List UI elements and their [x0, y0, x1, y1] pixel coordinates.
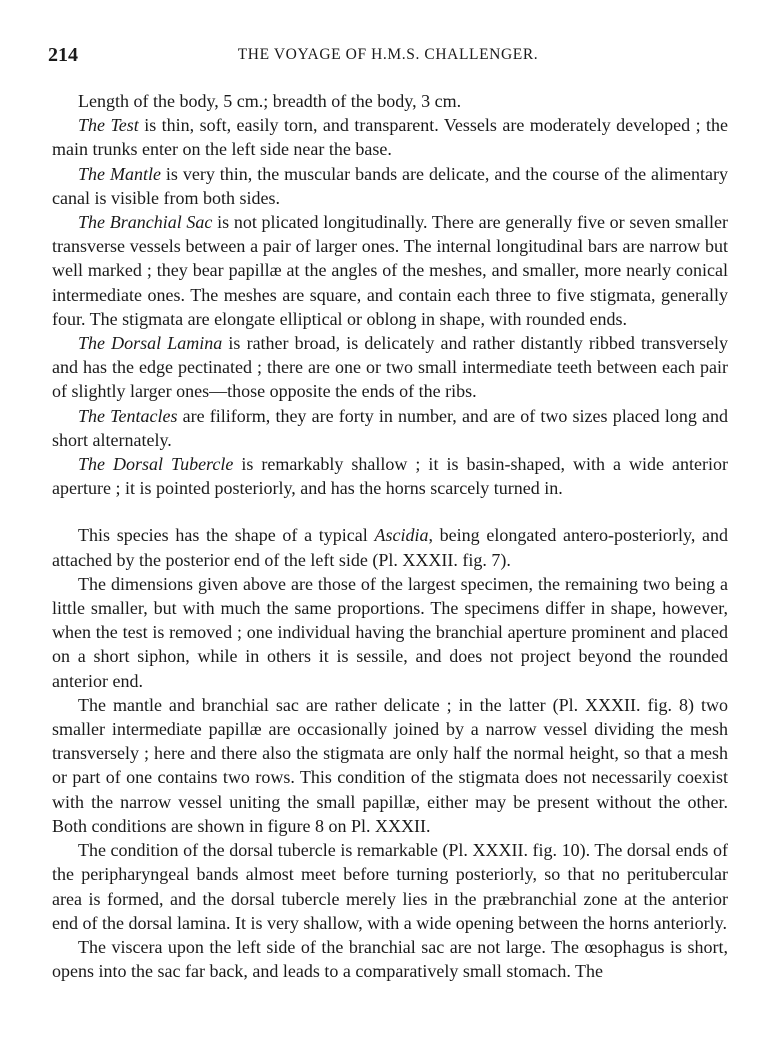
section-heading: The Branchial Sac: [78, 212, 213, 233]
paragraph-text: are filiform, they are forty in number, and are of two sizes placed long and short alternately.: [52, 405, 728, 450]
section-heading: The Tentacles: [78, 405, 178, 426]
paragraph-text: Length of the body, 5 cm.; breadth of the body, 3 cm.: [78, 91, 462, 111]
running-title: THE VOYAGE OF H.M.S. CHALLENGER.: [237, 46, 539, 63]
paragraph-text: is remarkably shallow ; it is basin-shaped, with a wide anterior aperture ; it is pointed posteriorly, and has the horns scarcely turned in.: [52, 454, 728, 499]
paragraph-specimens: [52, 572, 728, 693]
paragraph-dorsal-lamina: [52, 331, 728, 404]
paragraph-mantle: [52, 162, 728, 210]
paragraph-text: The dimensions given above are those of the largest specimen, the remaining two being a little smaller, but with much the same proportions. The specimens differ in shape, however, when the test is removed ; one individual having the branchial aperture prominent and placed on a short siphon, while in others it is sessile, and does not project beyond the rounded anterior end.: [52, 573, 728, 691]
paragraph-mantle-branchial: [52, 693, 728, 838]
paragraph-test: [52, 113, 728, 161]
paragraph-text: , being elongated antero-posteriorly, and attached by the posterior end of the left side (Pl. XXXII. fig. 7).: [52, 525, 728, 570]
paragraph-viscera: [52, 935, 728, 983]
section-heading: The Dorsal Tubercle: [78, 454, 234, 475]
paragraph-shape: [52, 523, 728, 571]
paragraph-dorsal-tubercle: [52, 452, 728, 500]
paragraph-text: is very thin, the muscular bands are delicate, and the course of the alimentary canal is visible from both sides.: [52, 163, 728, 208]
section-heading: The Mantle: [78, 163, 161, 184]
paragraph-text: The condition of the dorsal tubercle is remarkable (Pl. XXXII. fig. 10). The dorsal ends of the peripharyngeal bands almost meet before turning posteriorly, so that no peritubercular area is formed, and the dorsal tubercle merely lies in the præbranchial zone at the anterior end of the dorsal lamina. It is very shallow, with a wide opening between the horns anteriorly.: [52, 840, 728, 933]
page-header: [48, 44, 728, 68]
paragraph-tentacles: [52, 404, 728, 452]
paragraph-branchial-sac: [52, 210, 728, 331]
section-heading: The Test: [78, 115, 139, 136]
paragraph-dorsal-tubercle-condition: [52, 838, 728, 935]
paragraph-text: This species has the shape of a typical: [78, 525, 375, 546]
section-gap: [52, 500, 728, 523]
page-body: [52, 89, 728, 983]
paragraph-text: is rather broad, is delicately and rather distantly ribbed transversely and has the edge pectinated ; there are one or two small intermediate teeth between each pair of slightly larger ones—those opposite the ends of the ribs.: [52, 333, 728, 402]
paragraph-text: The mantle and branchial sac are rather delicate ; in the latter (Pl. XXXII. fig. 8) two smaller intermediate papillæ are occasionally joined by a narrow vessel dividing the mesh transversely ; here and there also the stigmata are only half the normal height, so that a mesh or part of one contains two rows. This condition of the stigmata does not necessarily coexist with the narrow vessel uniting the small papillæ, either may be present without the other. Both conditions are shown in figure 8 on Pl. XXXII.: [52, 694, 728, 836]
section-heading: The Dorsal Lamina: [78, 333, 223, 354]
paragraph-text: is thin, soft, easily torn, and transparent. Vessels are moderately developed ; the main trunks enter on the left side near the base.: [52, 115, 728, 160]
paragraph-text: The viscera upon the left side of the branchial sac are not large. The œsophagus is short, opens into the sac far back, and leads to a comparatively small stomach. The: [52, 936, 728, 982]
page-number: 214: [48, 44, 78, 66]
genus-name: Ascidia: [374, 525, 429, 546]
paragraph-text: is not plicated longitudinally. There are generally five or seven smaller transverse vessels between a pair of larger ones. The internal longitudinal bars are narrow but well marked ; they bear papillæ at the angles of the meshes, and smaller, more nearly conical intermediate ones. The meshes are square, and contain each three to five stigmata, generally four. The stigmata are elongate elliptical or oblong in shape, with rounded ends.: [52, 212, 729, 329]
paragraph-dimensions: [52, 89, 728, 113]
